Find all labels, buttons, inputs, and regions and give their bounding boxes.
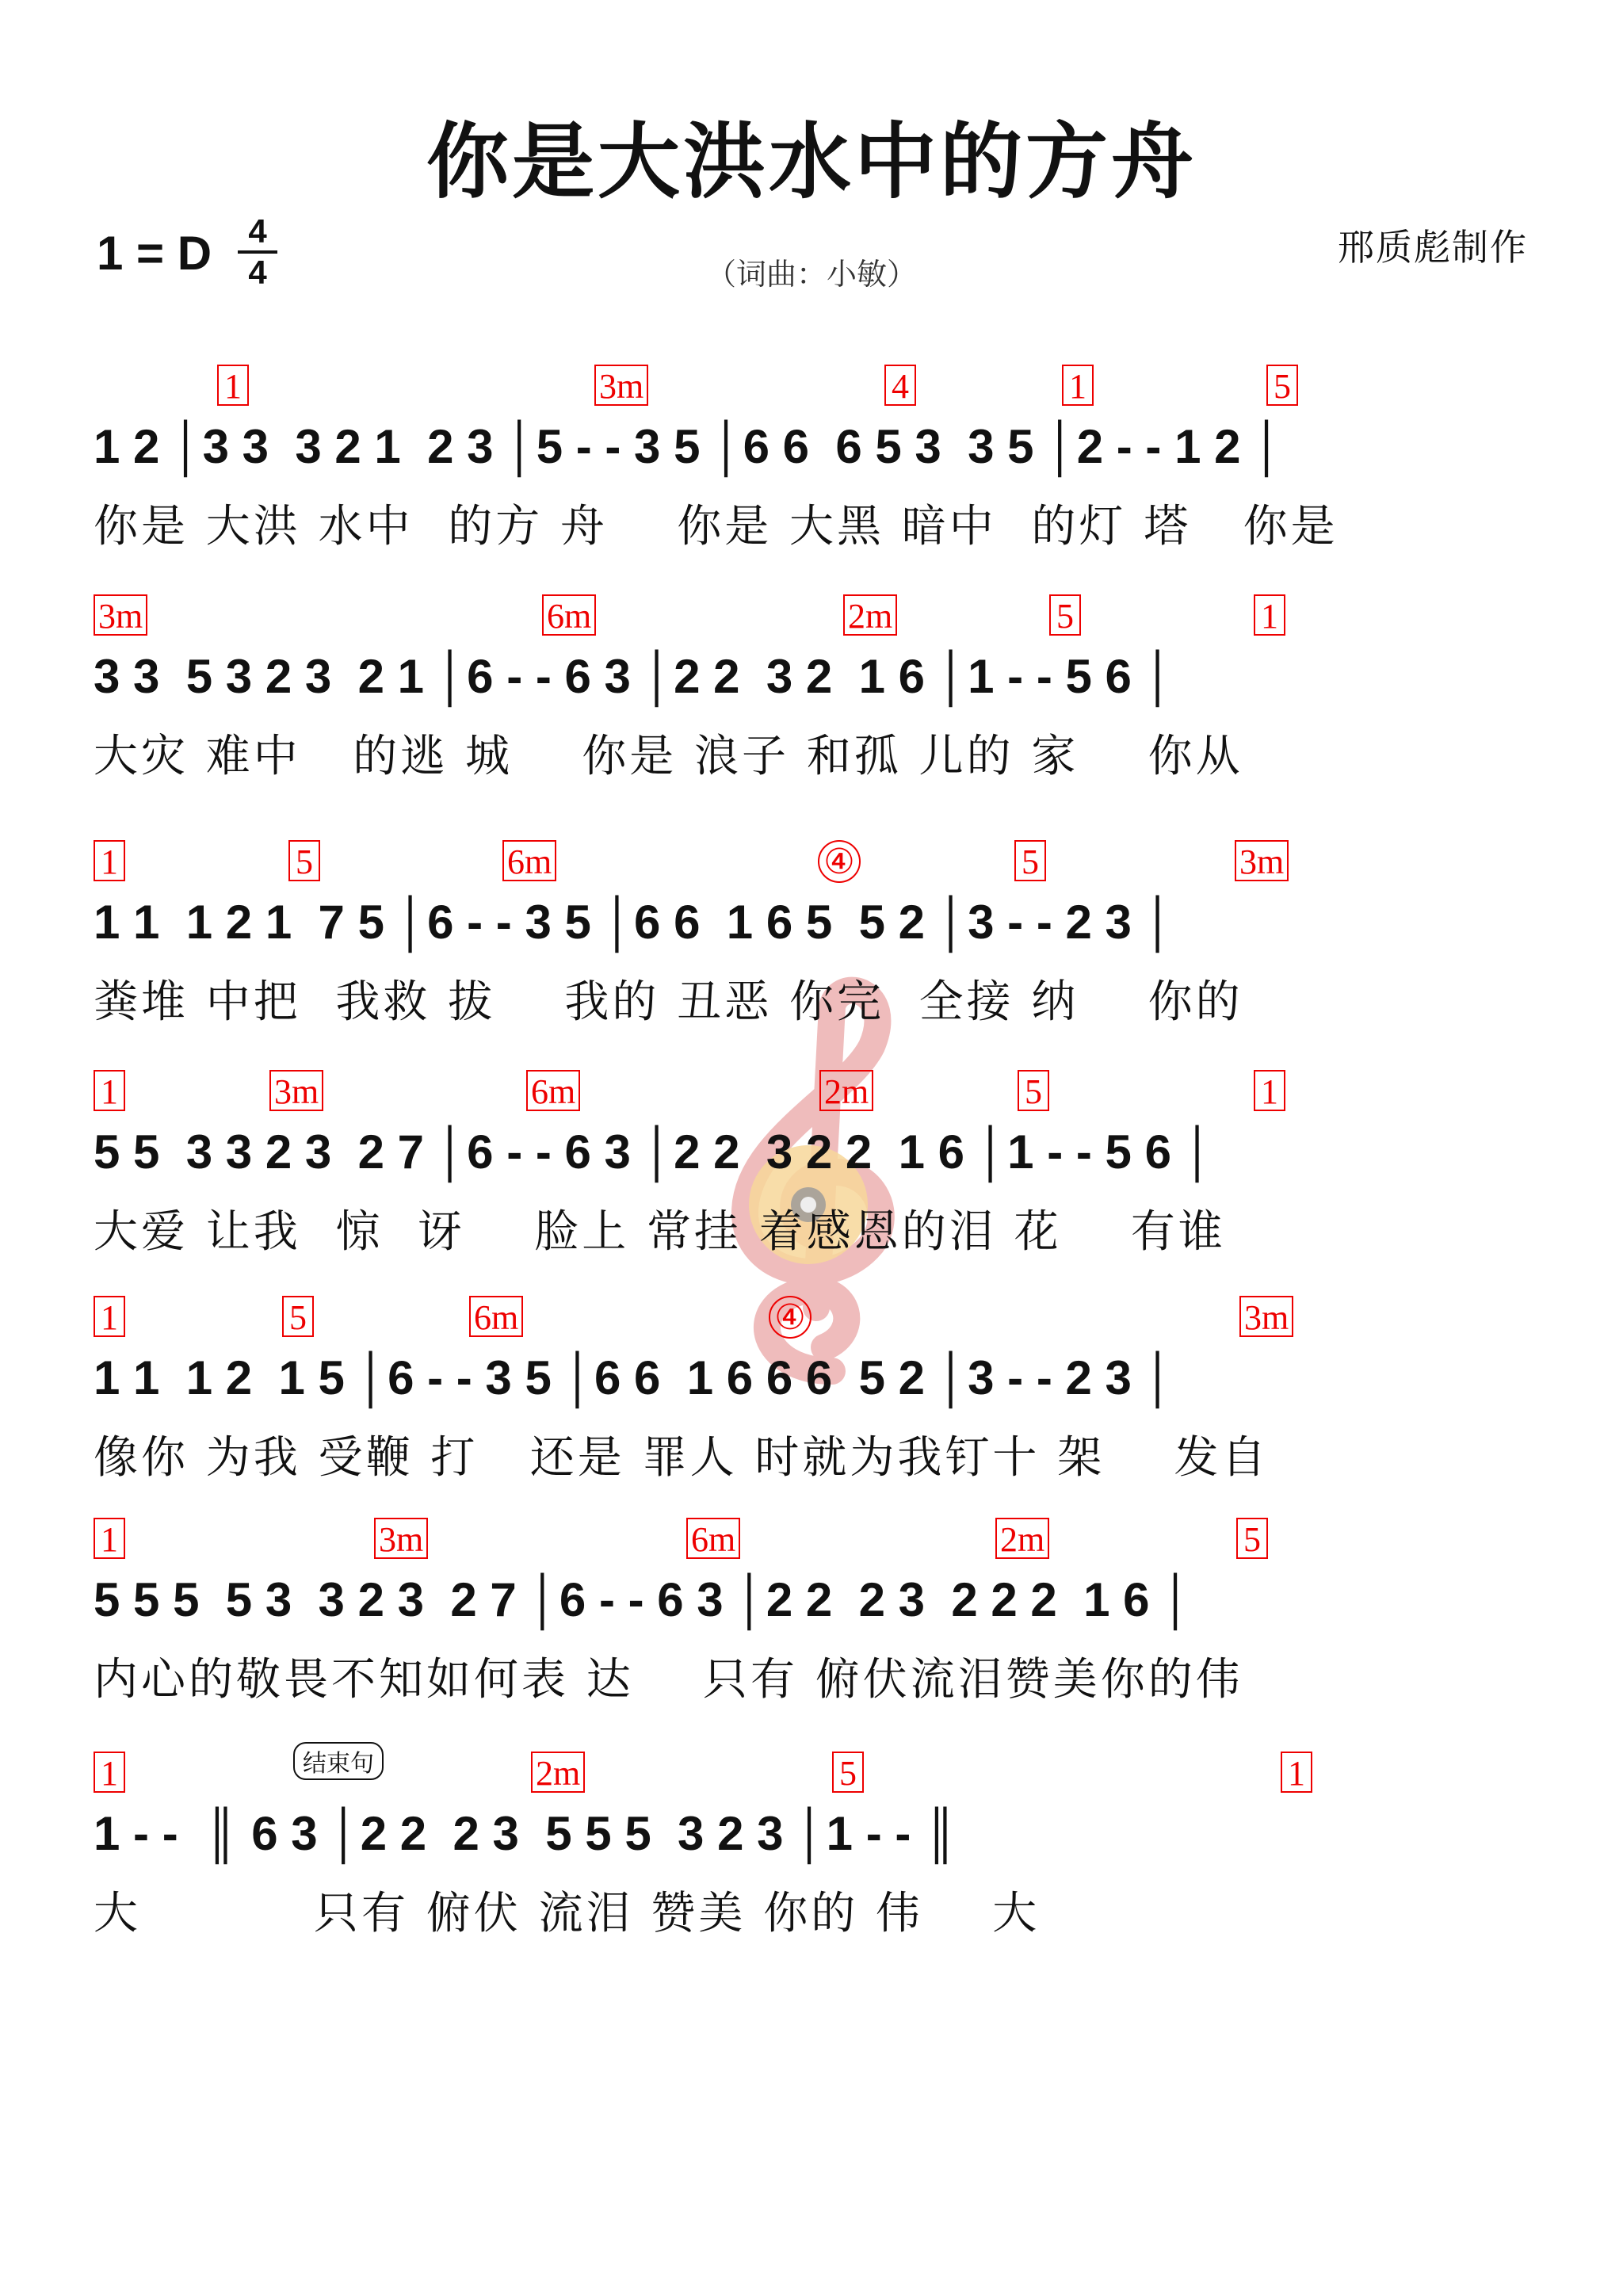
score-system-3 [94,840,1536,1038]
lyrics-row: 粪堆 中把 我救 拔 我的 丑恶 你完 全接 纳 你的 [94,976,1243,1028]
lyrics-row: 像你 为我 受鞭 打 还是 罪人 时就为我钉十 架 发自 [94,1432,1270,1484]
score-system-5 [94,1296,1536,1494]
score-system-2 [94,594,1536,793]
notation-row: 1 - - ║ 6 3 │2 2 2 3 5 5 5 3 2 3 │1 - - ║ [94,1807,958,1860]
chord-label: 5 [1014,840,1046,881]
score-system-4 [94,1070,1536,1268]
ending-phrase-mark: 结束句 [293,1742,384,1780]
time-signature-top: 4 [248,212,267,250]
chord-label: ④ [769,1296,812,1339]
chord-label: 3m [1235,840,1289,881]
notation-row: 1 1 1 2 1 7 5 │6 - - 3 5 │6 6 1 6 5 5 2 │3 - - 2 3 │ [94,896,1175,949]
chord-label: 2m [843,594,897,636]
notation-row: 5 5 5 5 3 3 2 3 2 7 │6 - - 6 3 │2 2 2 3 2 2 2 1 6 │ [94,1573,1193,1626]
notation-row: 1 2 │3 3 3 2 1 2 3 │5 - - 3 5 │6 6 6 5 3 3 5 │2 - - 1 2 │ [94,420,1284,473]
chord-label: 6m [469,1296,523,1337]
chord-label: 2m [819,1070,873,1111]
chord-label: 2m [995,1518,1049,1559]
time-signature-bottom: 4 [248,254,267,291]
notation-row: 5 5 3 3 2 3 2 7 │6 - - 6 3 │2 2 3 2 2 1 6 │1 - - 5 6 │ [94,1125,1215,1179]
chord-label: 1 [94,1752,125,1793]
chord-label: 3m [269,1070,323,1111]
chord-label: 1 [1254,1070,1285,1111]
chord-label: 5 [1049,594,1081,636]
chord-label: ④ [818,840,861,883]
chord-label: 5 [288,840,320,881]
chord-label: 3m [94,594,147,636]
chord-label: 3m [1239,1296,1293,1337]
chord-row [94,1070,1536,1121]
score-system-1 [94,365,1536,563]
page-title: 你是大洪水中的方舟 [426,113,1197,210]
chord-label: 1 [94,840,125,881]
lyrics-row: 大 只有 俯伏 流泪 赞美 你的 伟 大 [94,1888,1041,1939]
lyrics-composer-credit: （词曲：小敏） [705,257,917,292]
chord-row [94,365,1536,415]
chord-label: 6m [542,594,596,636]
lyrics-row: 大灾 难中 的逃 城 你是 浪子 和孤 儿的 家 你从 [94,731,1243,782]
score-system-6 [94,1518,1536,1716]
chord-label: 1 [94,1296,125,1337]
chord-label: 1 [1062,365,1094,406]
chord-label: 2m [531,1752,585,1793]
chord-row [94,1296,1536,1347]
chord-label: 5 [1266,365,1298,406]
lyrics-row: 大爱 让我 惊 讶 脸上 常挂 着感恩的泪 花 有谁 [94,1206,1226,1258]
chord-label: 5 [1018,1070,1049,1111]
author-credit: 邢质彪制作 [1338,226,1528,269]
score-system-7 [94,1752,1536,1950]
lyrics-row: 你是 大洪 水中 的方 舟 你是 大黑 暗中 的灯 塔 你是 [94,501,1338,552]
chord-label: 5 [282,1296,314,1337]
chord-label: 5 [832,1752,864,1793]
notation-row: 3 3 5 3 2 3 2 1 │6 - - 6 3 │2 2 3 2 1 6 │1 - - 5 6 │ [94,650,1175,703]
chord-row [94,1752,1536,1802]
chord-label: 1 [94,1518,125,1559]
chord-label: 3m [594,365,648,406]
chord-row [94,594,1536,645]
chord-label: 3m [374,1518,428,1559]
chord-label: 1 [94,1070,125,1111]
chord-label: 1 [217,365,249,406]
chord-label: 6m [502,840,556,881]
chord-label: 1 [1254,594,1285,636]
notation-row: 1 1 1 2 1 5 │6 - - 3 5 │6 6 1 6 6 6 5 2 │3 - - 2 3 │ [94,1351,1175,1404]
chord-label: 6m [686,1518,740,1559]
chord-label: 1 [1281,1752,1312,1793]
lyrics-row: 内心的敬畏不知如何表 达 只有 俯伏流泪赞美你的伟 [94,1654,1243,1706]
key-signature: 1 = D [97,227,212,280]
chord-row [94,840,1536,891]
chord-label: 5 [1236,1518,1268,1559]
chord-label: 4 [884,365,916,406]
chord-row [94,1518,1536,1568]
chord-label: 6m [526,1070,580,1111]
